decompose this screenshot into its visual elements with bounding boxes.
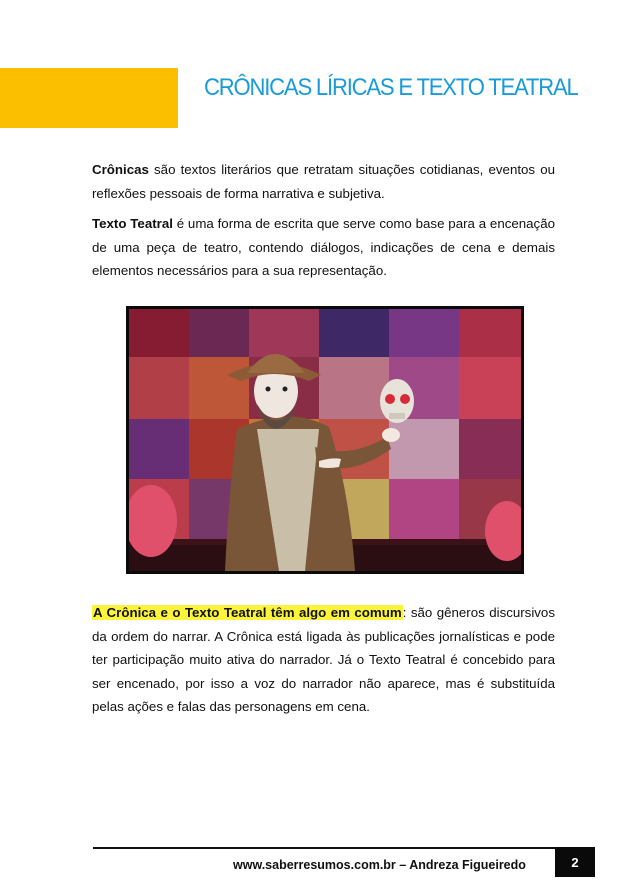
footer-divider xyxy=(93,847,555,849)
page-title: CRÔNICAS LÍRICAS E TEXTO TEATRAL xyxy=(204,74,578,101)
cronicas-text: são textos literários que retratam situações cotidianas, eventos ou reflexões pessoais de forma narrativa e subjetiva. xyxy=(92,162,555,201)
conclusion-paragraph xyxy=(92,601,555,719)
texto-teatral-definition xyxy=(92,212,555,283)
texto-teatral-text: é uma forma de escrita que serve como base para a encenação de uma peça de teatro, contendo diálogos, indicações de cena e demais elementos necessários para a sua representação. xyxy=(92,216,555,278)
title-accent-bar xyxy=(0,68,178,128)
footer-credit: www.saberresumos.com.br – Andreza Figueiredo xyxy=(233,858,526,872)
highlighted-phrase: A Crônica e o Texto Teatral têm algo em comum xyxy=(93,605,402,620)
theatre-photo xyxy=(126,306,524,574)
texto-teatral-term: Texto Teatral xyxy=(92,216,173,231)
cronicas-term: Crônicas xyxy=(92,162,149,177)
page-number: 2 xyxy=(555,847,595,877)
cronicas-definition xyxy=(92,158,555,205)
conclusion-text: : são gêneros discursivos da ordem do narrar. A Crônica está ligada às publicações jornalísticas e pode ter participação muito ativa do narrador. Já o Texto Teatral é concebido para ser encenado, por isso a voz do narrador não aparece, mas é substituída pelas ações e falas das personagens em cena. xyxy=(92,605,555,714)
theatre-scene-illustration xyxy=(129,309,521,571)
